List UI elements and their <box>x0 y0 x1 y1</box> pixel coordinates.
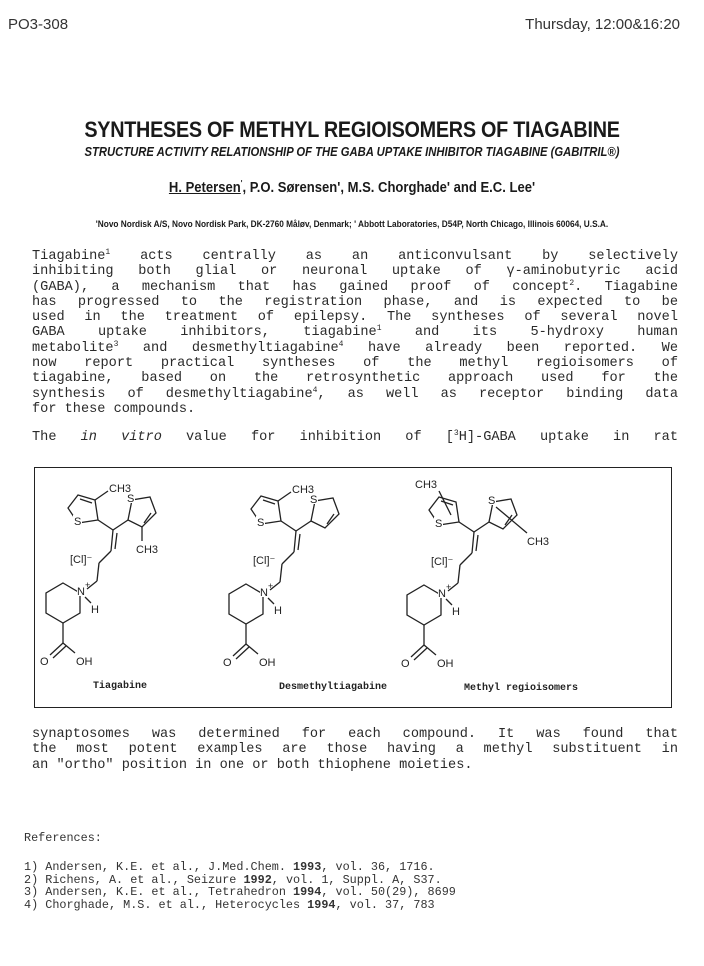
text-segment: The <box>32 430 81 445</box>
text-segment: 1) Andersen, K.E. et al., J.Med.Chem. <box>24 859 294 874</box>
text-line <box>32 341 678 356</box>
methyl-label: CH3 <box>292 484 315 496</box>
text-segment: GABA uptake inhibitors, tiagabine <box>32 325 377 341</box>
methyl-label: CH3 <box>415 479 438 491</box>
bond <box>278 492 291 501</box>
text-segment: . Tiagabine <box>574 279 678 295</box>
text-line <box>32 280 678 295</box>
text-segment: for these compounds. <box>32 401 196 417</box>
bond <box>53 646 66 658</box>
sulfur-label: S <box>74 516 82 528</box>
nitrogen-label: N <box>260 587 268 599</box>
piperidine-ring <box>46 583 80 623</box>
sulfur-label: S <box>310 494 318 506</box>
text-segment: 1993 <box>293 859 322 874</box>
chloride-label: [Cl]⁻ <box>431 556 454 568</box>
text-segment: 1994 <box>293 885 322 900</box>
compound-name: Methyl regioisomers <box>463 683 579 694</box>
bond <box>472 532 474 553</box>
bond <box>113 520 128 530</box>
footnote-ref: 1 <box>376 324 382 334</box>
oxygen-label: O <box>223 657 232 669</box>
methyl-label: CH3 <box>136 544 159 556</box>
text-segment: 3) Andersen, K.E. et al., Tetrahedron <box>24 885 294 900</box>
footnote-ref: 3 <box>113 339 119 349</box>
text-segment: metabolite <box>32 340 114 356</box>
text-line <box>32 310 678 325</box>
chloride-label: [Cl]⁻ <box>253 555 276 567</box>
text-segment: and desmethyltiagabine <box>118 340 339 356</box>
reference-list <box>24 859 456 913</box>
molecule-0 <box>40 483 158 692</box>
results-paragraph <box>32 727 678 773</box>
session-time: Thursday, 12:00&16:20 <box>525 16 680 33</box>
page-subtitle: STRUCTURE ACTIVITY RELATIONSHIP OF THE GABA UPTAKE INHIBITOR TIAGABINE (GABITRIL®) <box>84 145 620 159</box>
sulfur-label: S <box>257 517 265 529</box>
hydroxyl-label: OH <box>76 656 93 668</box>
charge-label: + <box>446 582 452 592</box>
bond <box>424 645 436 655</box>
bond <box>460 553 472 565</box>
text-segment: 2) Richens, A. et al., Seizure <box>24 872 244 887</box>
text-segment: 4) Chorghade, M.S. et al., Heterocycles <box>24 898 308 913</box>
text-line <box>32 758 678 773</box>
text-line <box>32 264 678 279</box>
hydroxyl-label: OH <box>259 657 276 669</box>
text-line <box>32 742 678 757</box>
bond <box>439 491 451 515</box>
text-segment: used in the treatment of epilepsy. The syntheses of several novel <box>32 310 678 326</box>
thiophene-ring <box>251 496 281 524</box>
text-segment: value for inhibition of [ <box>161 430 454 445</box>
compound-name: Desmethyltiagabine <box>278 682 388 693</box>
bond <box>414 648 427 660</box>
bond <box>281 521 296 531</box>
text-segment: an "ortho" position in one or both thiophene moieties. <box>32 757 473 773</box>
bond <box>63 643 75 653</box>
text-line <box>32 249 678 264</box>
bond <box>459 522 474 532</box>
compound-name: Tiagabine <box>92 681 148 692</box>
invitro-paragraph <box>32 430 678 445</box>
text-segment: synthesis of desmethyltiagabine <box>32 386 313 402</box>
text-segment: , vol. 1, Suppl. A, S37. <box>271 872 442 887</box>
text-segment: , vol. 50(29), 8699 <box>321 885 456 900</box>
author-mark: ' <box>240 179 243 188</box>
text-segment: (GABA), a mechanism that has gained proof of concept <box>32 279 570 295</box>
intro-paragraph <box>32 249 678 417</box>
thiophene-ring <box>68 495 98 523</box>
chemical-structures <box>35 468 671 707</box>
text-segment: has progressed to the registration phase, and is expected to be <box>32 294 678 310</box>
sulfur-label: S <box>435 518 443 530</box>
bond <box>97 563 99 581</box>
bond <box>85 597 91 603</box>
bond <box>411 645 424 657</box>
molecule-1 <box>223 484 387 693</box>
structures-figure <box>34 467 672 708</box>
affiliations: 'Novo Nordisk A/S, Novo Nordisk Park, DK-2760 Måløv, Denmark; ' Abbott Laboratories, D54P, North Chicago, Illinois 60064, U.S.A. <box>95 219 609 229</box>
bond <box>111 530 113 551</box>
piperidine-ring <box>407 585 441 625</box>
presenting-author: H. Petersen <box>168 179 241 196</box>
text-segment: , vol. 36, 1716. <box>321 859 435 874</box>
piperidine-ring <box>229 584 263 624</box>
text-segment: inhibiting both glial or neuronal uptake of γ-aminobutyric acid <box>32 264 678 280</box>
bond <box>474 522 489 532</box>
charge-label: + <box>85 580 91 590</box>
references-heading: References: <box>24 831 102 845</box>
authors <box>35 179 669 196</box>
nitrogen-label: N <box>438 588 446 600</box>
footnote-ref: 2 <box>569 278 575 288</box>
molecule-2 <box>401 479 578 694</box>
bond <box>496 507 527 533</box>
text-segment: have already been reported. We <box>343 340 678 356</box>
bond <box>236 647 249 659</box>
bond <box>476 535 478 551</box>
text-line <box>32 387 678 402</box>
references <box>24 831 456 913</box>
oxygen-label: O <box>40 656 49 668</box>
bond <box>294 531 296 552</box>
hydrogen-label: H <box>91 604 99 616</box>
footnote-ref: 1 <box>105 248 111 257</box>
bond <box>50 643 63 655</box>
footnote-ref: 4 <box>312 385 318 395</box>
charge-label: + <box>268 581 274 591</box>
text-segment: synaptosomes was determined for each compound. It was found that <box>32 727 678 742</box>
text-segment: 1992 <box>243 872 272 887</box>
text-line <box>32 295 678 310</box>
bond <box>446 599 452 605</box>
text-segment: acts centrally as an anticonvulsant by selectively <box>110 249 678 264</box>
text-segment: now report practical syntheses of the methyl regioisomers of <box>32 356 678 372</box>
bond <box>98 520 113 530</box>
footnote-ref: 3 <box>453 429 459 438</box>
bond <box>246 644 258 654</box>
bond <box>233 644 246 656</box>
footnote-ref: 4 <box>338 339 344 349</box>
text-line <box>32 371 678 386</box>
poster-code: PO3-308 <box>8 16 69 33</box>
bond <box>115 533 117 549</box>
methyl-label: CH3 <box>109 483 132 495</box>
bond <box>280 564 282 582</box>
bond <box>95 491 108 500</box>
reference-item <box>24 899 456 912</box>
co-authors: , P.O. Sørensen', M.S. Chorghade' and E.C. Lee' <box>242 179 536 196</box>
text-segment: the most potent examples are those having a methyl substituent in <box>32 742 678 758</box>
hydrogen-label: H <box>274 605 282 617</box>
bond <box>80 499 92 503</box>
sulfur-label: S <box>127 493 135 505</box>
text-segment: , as well as receptor binding data <box>317 386 678 402</box>
text-segment: H]-GABA uptake in rat <box>458 430 678 445</box>
hydroxyl-label: OH <box>437 658 454 670</box>
bond <box>99 551 111 563</box>
bond <box>263 500 275 504</box>
text-segment: tiagabine, based on the retrosynthetic approach used for the <box>32 371 678 387</box>
bond <box>282 552 294 564</box>
text-segment: and its 5-hydroxy human <box>381 325 678 341</box>
bond <box>441 501 453 505</box>
text-line <box>32 356 678 371</box>
methyl-label: CH3 <box>527 536 550 548</box>
bond <box>268 598 274 604</box>
sulfur-label: S <box>488 495 496 507</box>
hydrogen-label: H <box>452 606 460 618</box>
page-title: SYNTHESES OF METHYL REGIOISOMERS OF TIAGABINE <box>84 117 620 142</box>
text-line <box>32 402 678 417</box>
text-line <box>32 727 678 742</box>
bond <box>296 521 311 531</box>
text-line <box>32 430 678 445</box>
oxygen-label: O <box>401 658 410 670</box>
bond <box>458 565 460 583</box>
bond <box>298 534 300 550</box>
text-line <box>32 325 678 340</box>
nitrogen-label: N <box>77 586 85 598</box>
text-segment: , vol. 37, 783 <box>335 898 435 913</box>
text-segment: Tiagabine <box>32 249 106 264</box>
text-segment: in vitro <box>80 430 162 445</box>
chloride-label: [Cl]⁻ <box>70 554 93 566</box>
text-segment: 1994 <box>307 898 336 913</box>
